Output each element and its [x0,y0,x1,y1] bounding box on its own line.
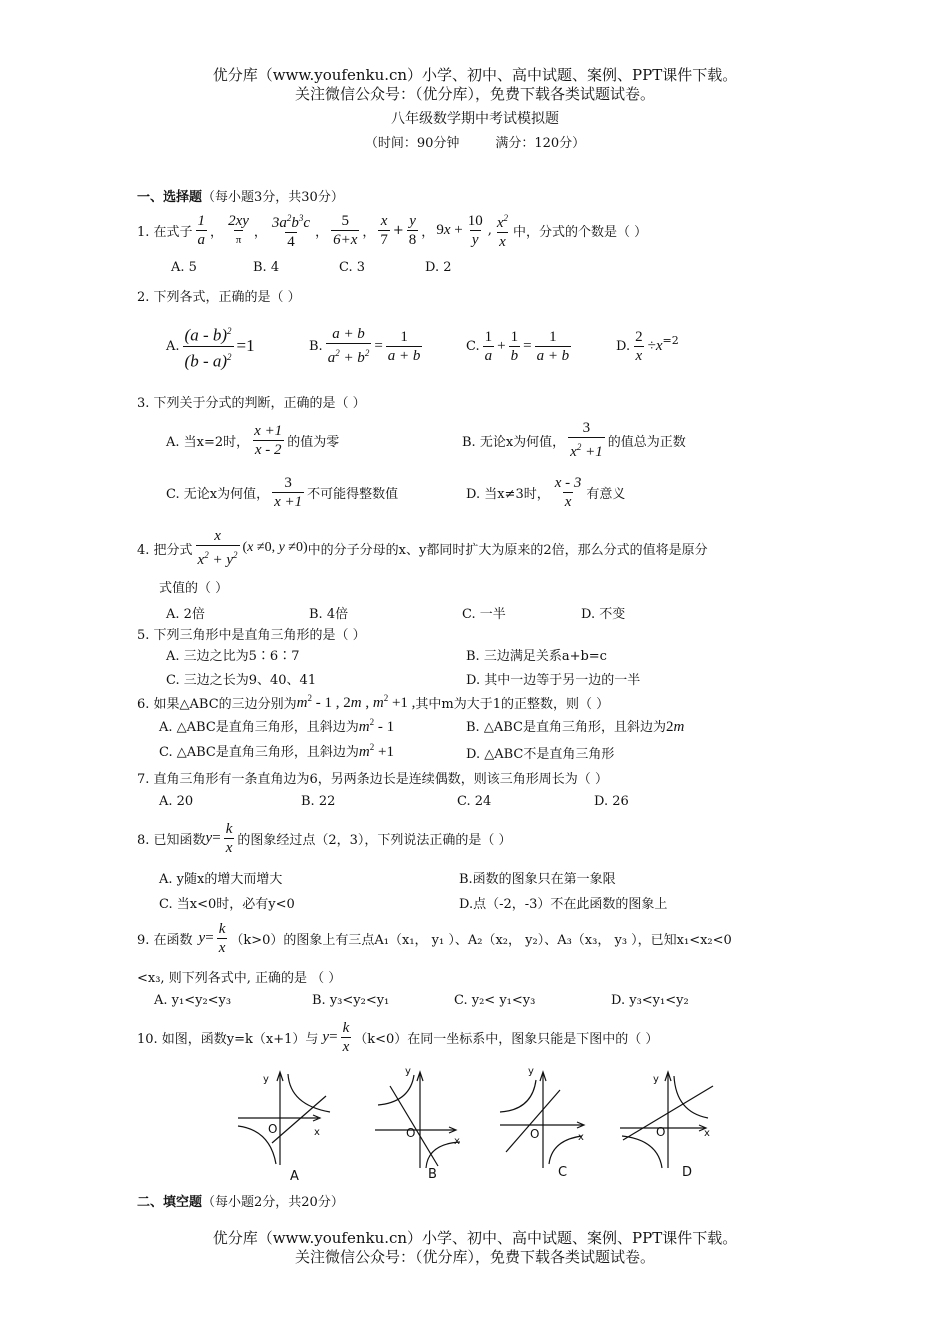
graph-c [500,1072,584,1168]
q2-d-label: D. [616,338,631,354]
graph-a [238,1072,330,1165]
q2-d-expr: $\frac{2}{x}$ [635,328,643,364]
q2-a-expr: $\frac{(a - b)^2}{(b - a)^2}$ [184,325,232,371]
graph-b-origin: O [406,1126,416,1140]
graph-b-label: B [428,1167,437,1182]
q3-d-post: 有意义 [586,486,626,502]
q1-option-d: D. 2 [425,260,452,275]
q9-option-a: A. y₁<y₂<y₃ [154,993,232,1008]
header-line-1: 优分库（www.youfenku.cn）小学、初中、高中试题、案例、PPT课件下载。 [212,66,738,84]
q3-option-b [462,418,686,462]
q7-option-b: B. 22 [301,794,336,809]
q8-option-b: B.函数的图象只在第一象限 [459,872,616,887]
q3-a-pre: A. 当x=2时， [166,434,250,450]
q1-option-b: B. 4 [253,260,280,275]
q1-expr-3: $\frac{3a^2b^3c}{4}$ [271,213,311,250]
q1-stem-start: 1. 在式子 [137,224,193,240]
q8-y: y [205,829,213,846]
q6-b-text: B. △ABC是直角三角形，且斜边为 [466,720,666,735]
q6-c-text: C. △ABC是直角三角形，且斜边为 [159,745,359,760]
exam-score: 满分：120分） [495,136,586,151]
q8-option-d: D.点（-2，-3）不在此函数的图象上 [459,897,668,912]
q5-option-a: A. 三边之比为5∶6∶7 [166,649,300,664]
question-7-stem: 7. 直角三角形有一条直角边为6，另两条边长是连续偶数，则该三角形周长为（ ） [137,772,608,787]
q9-stem-mid: （k>0）的图象上有三点A₁（x₁， y₁ ）、A₂（x₂， y₂）、A₃（x₃， y₃ ），已知x₁<x₂<0 [230,932,732,948]
graph-c-curve-1 [500,1080,536,1112]
q2-c-expr-2: $\frac{1}{b}$ [510,328,519,364]
q6-option-b [466,716,684,736]
q10-expr: $\frac{k}{x}$ [342,1019,350,1055]
q2-b-label: B. [309,338,323,354]
q1-expr-7: $\frac{x^2}{x}$ [496,213,509,250]
graph-b-x-label: x [454,1136,460,1147]
section-2-title: 二、填空题 [137,1195,203,1210]
graph-d-curve-2 [622,1136,662,1168]
q10-graphs [230,1060,730,1185]
q9-stem-end: <x₃, 则下列各式中, 正确的是 （ ） [137,971,342,986]
q6-c-expr: $m^2 +1$ [358,742,394,760]
q4-option-d: D. 不变 [581,607,626,622]
graph-c-line [506,1090,560,1152]
q10-stem-end: （k<0）在同一坐标系中，图象只能是下图中的（ ） [354,1031,659,1047]
q4-option-b: B. 4倍 [309,607,349,622]
q6-stem-start: 6. 如果△ABC的三边分别为 [137,696,297,712]
q8-option-a: A. y随x的增大而增大 [159,872,283,887]
q4-expr: $\frac{x}{x^2 + y^2}$ [197,528,238,568]
question-3-stem: 3. 下列关于分式的判断，正确的是（ ） [137,396,366,411]
q1-stem-end: 中，分式的个数是（ ） [513,224,648,240]
q3-a-expr: $\frac{x +1}{x - 2}$ [254,422,283,458]
q4-stem-mid: 中的分子分母的x、y都同时扩大为原来的2倍，那么分式的值将是原分 [307,542,708,558]
q2-option-d: D. $\frac{2}{x}$ ÷x =2 [616,328,679,364]
graph-d-origin: O [656,1125,666,1139]
q1-expr-2: $\frac{2xy}{\pi}$ [228,212,249,246]
graph-a-label: A [290,1169,299,1184]
question-9-stem: 9. 在函数 y = $\frac{k}{x}$ （k>0）的图象上有三点A₁（x₁， y₁ ）、A₂（x₂， y₂）、A₃（x₃， y₃ ），已知x₁<x₂<0 [137,920,732,956]
question-8-stem: 8. 已知函数 y = $\frac{k}{x}$ 的图象经过点（2，3），下列说法正确的是（ ） [137,820,512,856]
question-2-stem: 2. 下列各式，正确的是（ ） [137,290,301,305]
q3-option-d [466,470,625,514]
footer-line-1: 优分库（www.youfenku.cn）小学、初中、高中试题、案例、PPT课件下载。 [212,1229,738,1247]
section-1-title: 一、选择题 [137,190,203,205]
q6-option-c [159,741,394,761]
q1-expr-4: $\frac{5}{6+x}$ [333,212,358,248]
q3-option-a [166,418,339,462]
q5-option-c: C. 三边之长为9、40、41 [166,673,317,688]
q6-option-a [159,716,394,736]
q2-b-expr-2: $\frac{1}{a + b}$ [387,328,421,364]
q1-expr-5b: $\frac{y}{8}$ [408,212,417,248]
question-5-stem: 5. 下列三角形中是直角三角形的是（ ） [137,628,366,643]
q6-stem-end: 其中m为大于1的正整数，则（ ） [415,696,610,712]
graph-c-y-label: y [528,1066,534,1077]
q2-b-expr-1: $\frac{a + b}{a^2 + b^2}$ [327,326,370,366]
q8-stem-end: 的图象经过点（2，3），下列说法正确的是（ ） [237,832,512,848]
question-10-stem: 10. 如图，函数y=k（x+1）与 y = $\frac{k}{x}$ （k<0）在同一坐标系中，图象只能是下图中的（ ） [137,1019,659,1055]
graph-a-y-label: y [263,1074,269,1085]
q2-option-c: C. $\frac{1}{a}$ + $\frac{1}{b}$ = $\frac{1}{a + b}$ [466,328,570,364]
q9-option-b: B. y₃<y₂<y₁ [312,993,390,1008]
q10-stem-start: 10. 如图，函数y=k（x+1）与 [137,1031,319,1047]
question-1-stem: 1. 在式子 $\frac{1}{a}$ ， $\frac{2xy}{\pi}$ ， $\frac{3a^2b^3c}{4}$ ， $\frac{5}{6+x}$ ， $\frac{x}{7}$ + $\frac{y}{8}$ ， 9x + $\frac{10}{y}$ , $\frac{x^2}{x}$ 中，分式的个数是（ ） [137,208,647,252]
q2-a-label: A. [166,338,180,354]
q4-stem-end: 式值的（ ） [159,581,229,596]
exam-time: （时间：90分钟 [364,136,460,151]
graph-c-x-label: x [578,1132,584,1143]
header-line-2: 关注微信公众号：（优分库），免费下载各类试题试卷。 [294,85,655,103]
q6-a-expr: $m^2 - 1$ [358,717,395,735]
graph-b-curve-1 [378,1075,414,1105]
q7-option-c: C. 24 [457,794,492,809]
graph-b-y-label: y [405,1066,411,1077]
q1-option-c: C. 3 [339,260,366,275]
q1-option-a: A. 5 [171,260,197,275]
graph-b [375,1072,460,1168]
graph-a-origin: O [268,1122,278,1136]
q1-expr-1: $\frac{1}{a}$ [197,212,206,248]
q6-sides: $m^2 - 1$ , 2m , $m^2 +1$ , [296,692,416,711]
q4-option-a: A. 2倍 [166,607,205,622]
q9-option-c: C. y₂< y₁<y₃ [454,993,536,1008]
q10-y: y [322,1028,330,1045]
q2-c-expr-3: $\frac{1}{a + b}$ [536,328,570,364]
q9-y: y [198,929,206,946]
q4-stem-start: 4. 把分式 [137,542,193,558]
q9-option-d: D. y₃<y₁<y₂ [611,993,689,1008]
graph-d-label: D [682,1165,693,1180]
q3-b-expr: $\frac{3}{x^2 +1}$ [570,420,603,460]
graph-d-y-label: y [653,1074,659,1085]
q3-d-expr: $\frac{x - 3}{x}$ [554,474,582,510]
question-6-stem [137,690,609,714]
graph-d-curve-1 [674,1076,708,1118]
q5-option-d: D. 其中一边等于另一边的一半 [466,673,641,688]
q1-expr-5a: $\frac{x}{7}$ [380,212,388,248]
graph-c-label: C [558,1165,568,1180]
q5-option-b: B. 三边满足关系a+b=c [466,649,607,664]
graph-a-x-label: x [314,1127,320,1138]
q9-expr: $\frac{k}{x}$ [218,920,226,956]
q1-expr-6: 9x + [436,221,463,238]
q6-a-text: A. △ABC是直角三角形，且斜边为 [159,720,359,735]
q1-expr-6b: $\frac{10}{y}$ [467,212,483,248]
footer-line-2: 关注微信公众号：（优分库），免费下载各类试题试卷。 [294,1248,655,1266]
graph-c-origin: O [530,1127,540,1141]
q6-option-d: D. △ABC不是直角三角形 [466,747,615,762]
q3-d-pre: D. 当x≠3时， [466,486,550,502]
q8-stem-start: 8. 已知函数 [137,832,206,848]
q8-expr: $\frac{k}{x}$ [225,820,233,856]
q9-stem-start: 9. 在函数 [137,932,193,948]
q8-option-c: C. 当x<0时，必有y<0 [159,897,295,912]
q3-c-post: 不可能得整数值 [307,486,399,502]
graph-a-curve-1 [288,1074,330,1112]
exam-title: 八年级数学期中考试模拟题 [391,111,559,127]
q2-c-label: C. [466,338,480,354]
q4-condition: (x ≠0, y ≠0) [242,540,308,555]
q3-a-post: 的值为零 [287,434,340,450]
exam-info [0,135,950,152]
q3-b-post: 的值总为正数 [607,434,686,450]
section-1-note: （每小题3分，共30分） [202,190,344,205]
section-1-heading [137,186,344,205]
section-2-heading [137,1191,344,1210]
q2-option-b: B. $\frac{a + b}{a^2 + b^2}$ = $\frac{1}{a + b}$ [309,326,421,366]
q4-option-c: C. 一半 [462,607,506,622]
q3-c-expr: $\frac{3}{x +1}$ [274,474,303,510]
q2-c-expr-1: $\frac{1}{a}$ [484,328,493,364]
q7-option-a: A. 20 [159,794,194,809]
q2-option-a: A. $\frac{(a - b)^2}{(b - a)^2}$ =1 [166,322,255,370]
section-2-note: （每小题2分，共20分） [202,1195,344,1210]
q7-option-d: D. 26 [594,794,629,809]
q3-b-pre: B. 无论x为何值， [462,434,566,450]
q3-c-pre: C. 无论x为何值， [166,486,270,502]
graph-d [620,1072,713,1168]
q2-d-tail: =2 [662,333,679,347]
question-4-stem [137,525,708,571]
q3-option-c [166,470,398,514]
graph-d-x-label: x [704,1128,710,1139]
q6-b-expr: 2m [665,719,685,735]
